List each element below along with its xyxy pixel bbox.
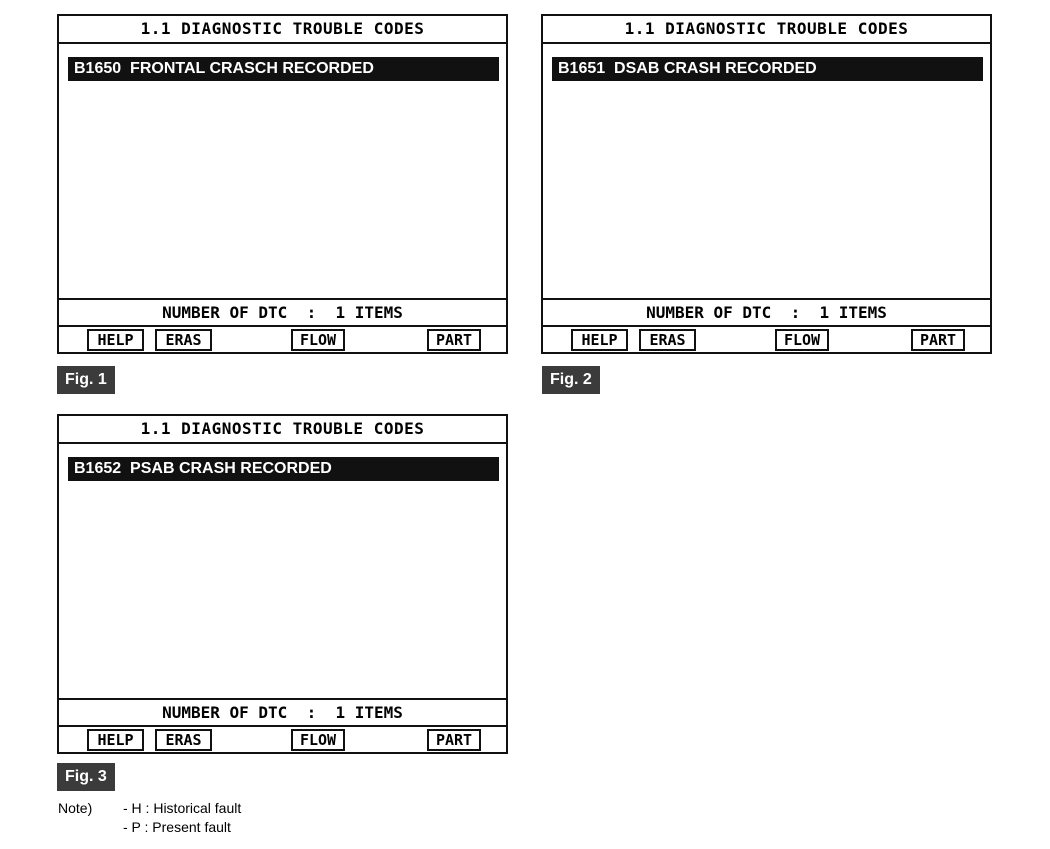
function-key-bar	[59, 727, 506, 752]
note-items	[123, 799, 241, 837]
dtc-count-status: NUMBER OF DTC : 1 ITEMS	[59, 298, 506, 327]
help-button[interactable]: HELP	[571, 329, 628, 351]
part-button[interactable]: PART	[911, 329, 965, 351]
dtc-list-item-selected[interactable]: B1651 DSAB CRASH RECORDED	[552, 57, 983, 81]
screen-title: 1.1 DIAGNOSTIC TROUBLE CODES	[59, 416, 506, 444]
flow-button[interactable]: FLOW	[291, 729, 345, 751]
screen-title: 1.1 DIAGNOSTIC TROUBLE CODES	[59, 16, 506, 44]
figure-label: Fig. 1	[57, 366, 115, 394]
flow-button[interactable]: FLOW	[775, 329, 829, 351]
function-key-bar	[59, 327, 506, 352]
scan-tool-screen-fig3	[57, 414, 508, 754]
dtc-list	[59, 444, 506, 698]
scan-tool-screen-fig1	[57, 14, 508, 354]
note-item-historical: - H : Historical fault	[123, 800, 242, 816]
figure-label: Fig. 2	[542, 366, 600, 394]
screen-title: 1.1 DIAGNOSTIC TROUBLE CODES	[543, 16, 990, 44]
dtc-list	[59, 44, 506, 298]
help-button[interactable]: HELP	[87, 329, 144, 351]
dtc-count-status: NUMBER OF DTC : 1 ITEMS	[543, 298, 990, 327]
dtc-count-status: NUMBER OF DTC : 1 ITEMS	[59, 698, 506, 727]
erase-button[interactable]: ERAS	[639, 329, 696, 351]
dtc-list-item-selected[interactable]: B1652 PSAB CRASH RECORDED	[68, 457, 499, 481]
part-button[interactable]: PART	[427, 329, 481, 351]
figure-label: Fig. 3	[57, 763, 115, 791]
help-button[interactable]: HELP	[87, 729, 144, 751]
flow-button[interactable]: FLOW	[291, 329, 345, 351]
function-key-bar	[543, 327, 990, 352]
note-label: Note)	[58, 800, 93, 816]
dtc-list	[543, 44, 990, 298]
erase-button[interactable]: ERAS	[155, 329, 212, 351]
scan-tool-screen-fig2	[541, 14, 992, 354]
note-item-present: - P : Present fault	[123, 819, 231, 835]
dtc-list-item-selected[interactable]: B1650 FRONTAL CRASCH RECORDED	[68, 57, 499, 81]
part-button[interactable]: PART	[427, 729, 481, 751]
erase-button[interactable]: ERAS	[155, 729, 212, 751]
